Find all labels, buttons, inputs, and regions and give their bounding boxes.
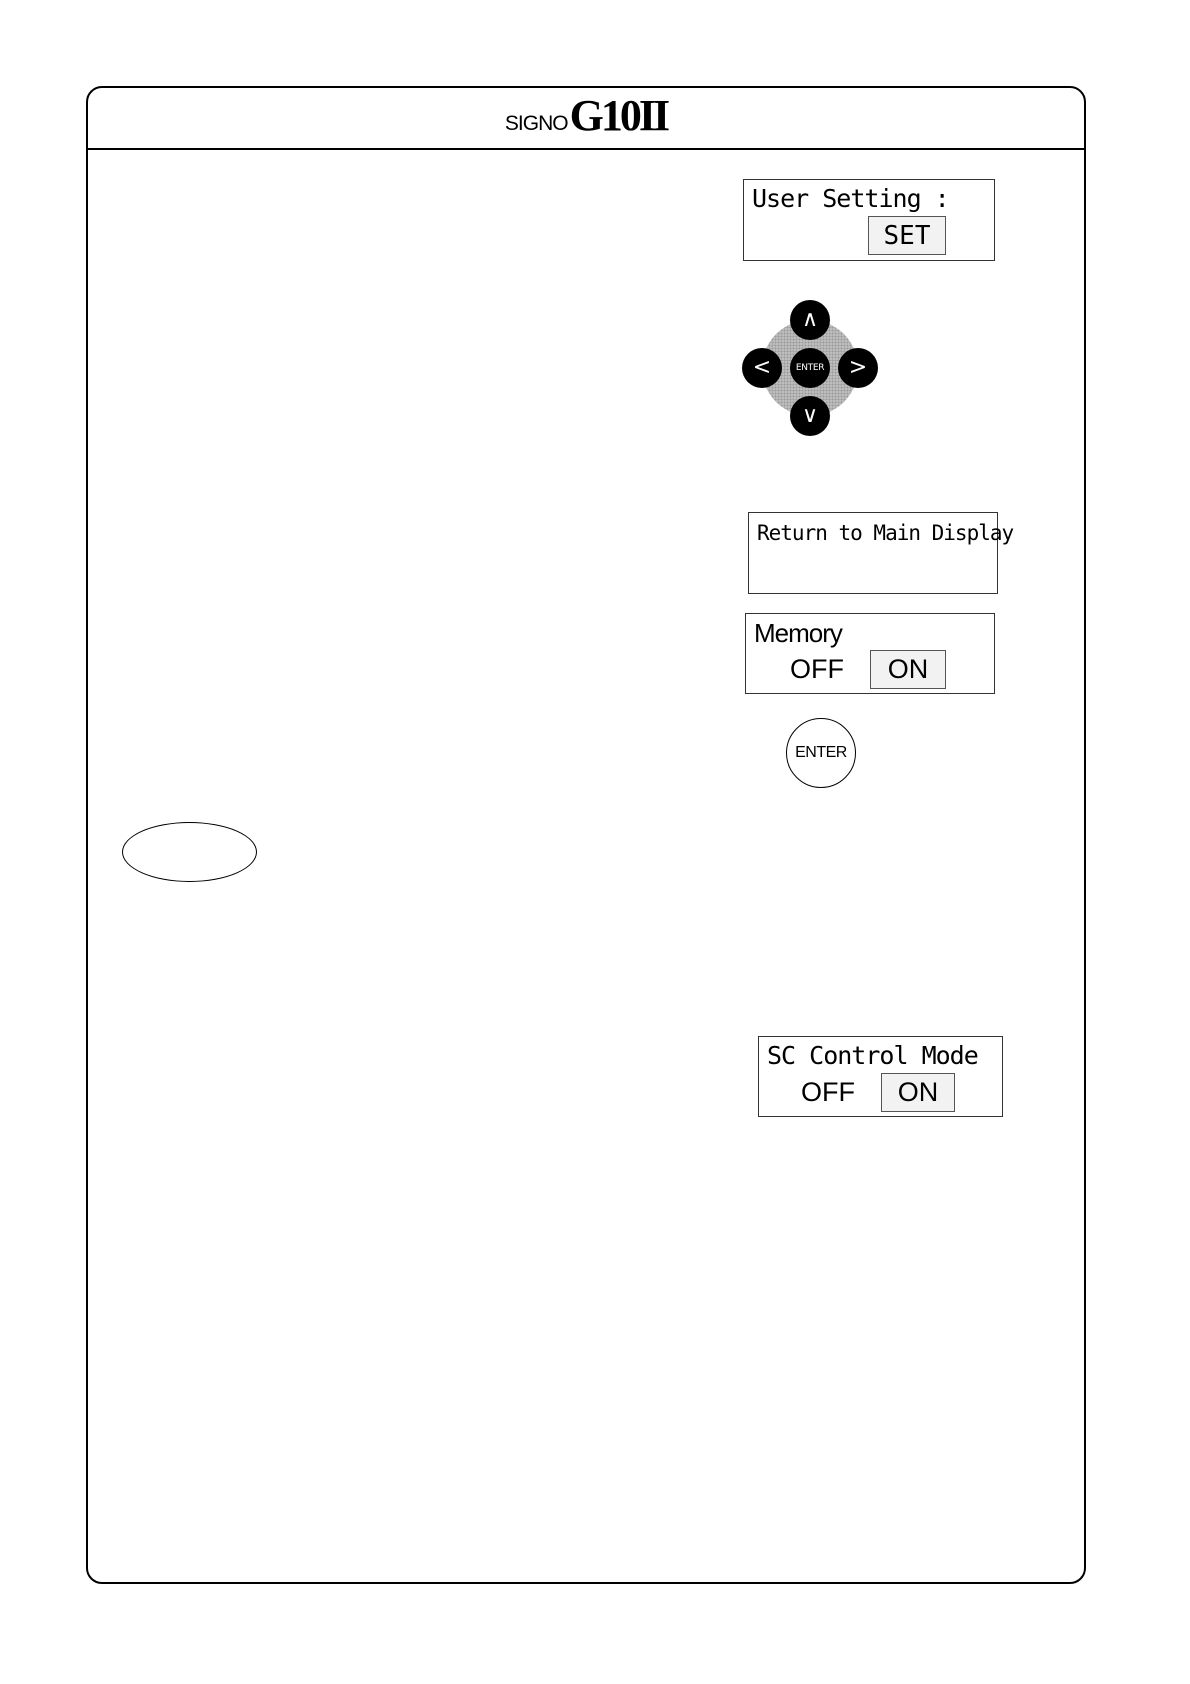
lcd-user-setting: [743, 179, 995, 261]
dpad-controller: [740, 298, 880, 438]
page-header: [88, 88, 1084, 150]
right-arrow-button[interactable]: >: [838, 348, 878, 388]
lcd-memory-title: Memory: [754, 618, 842, 648]
signo-logo: [504, 91, 668, 140]
dpad-enter-button[interactable]: ENTER: [790, 348, 830, 388]
lcd-sc-control-title: SC Control Mode: [767, 1041, 978, 1070]
lcd-return-main-title: Return to Main Display: [757, 521, 1014, 545]
sc-control-on-option[interactable]: ON: [881, 1073, 955, 1112]
down-arrow-button[interactable]: ∨: [790, 396, 830, 436]
lcd-return-main: [748, 512, 1014, 594]
enter-button[interactable]: ENTER: [786, 718, 856, 788]
logo-model-text: G10II: [569, 91, 668, 140]
memory-on-option[interactable]: ON: [870, 650, 946, 689]
oval-shape: [122, 822, 257, 882]
set-button[interactable]: SET: [868, 216, 946, 255]
up-arrow-button[interactable]: ∧: [790, 300, 830, 340]
sc-control-off-option[interactable]: OFF: [801, 1077, 855, 1107]
lcd-sc-control: [758, 1036, 1003, 1117]
left-arrow-button[interactable]: <: [742, 348, 782, 388]
logo-signo-text: SIGNO: [504, 112, 568, 135]
lcd-user-setting-title: User Setting :: [752, 184, 949, 213]
memory-off-option[interactable]: OFF: [790, 654, 844, 684]
lcd-memory: [745, 613, 995, 694]
